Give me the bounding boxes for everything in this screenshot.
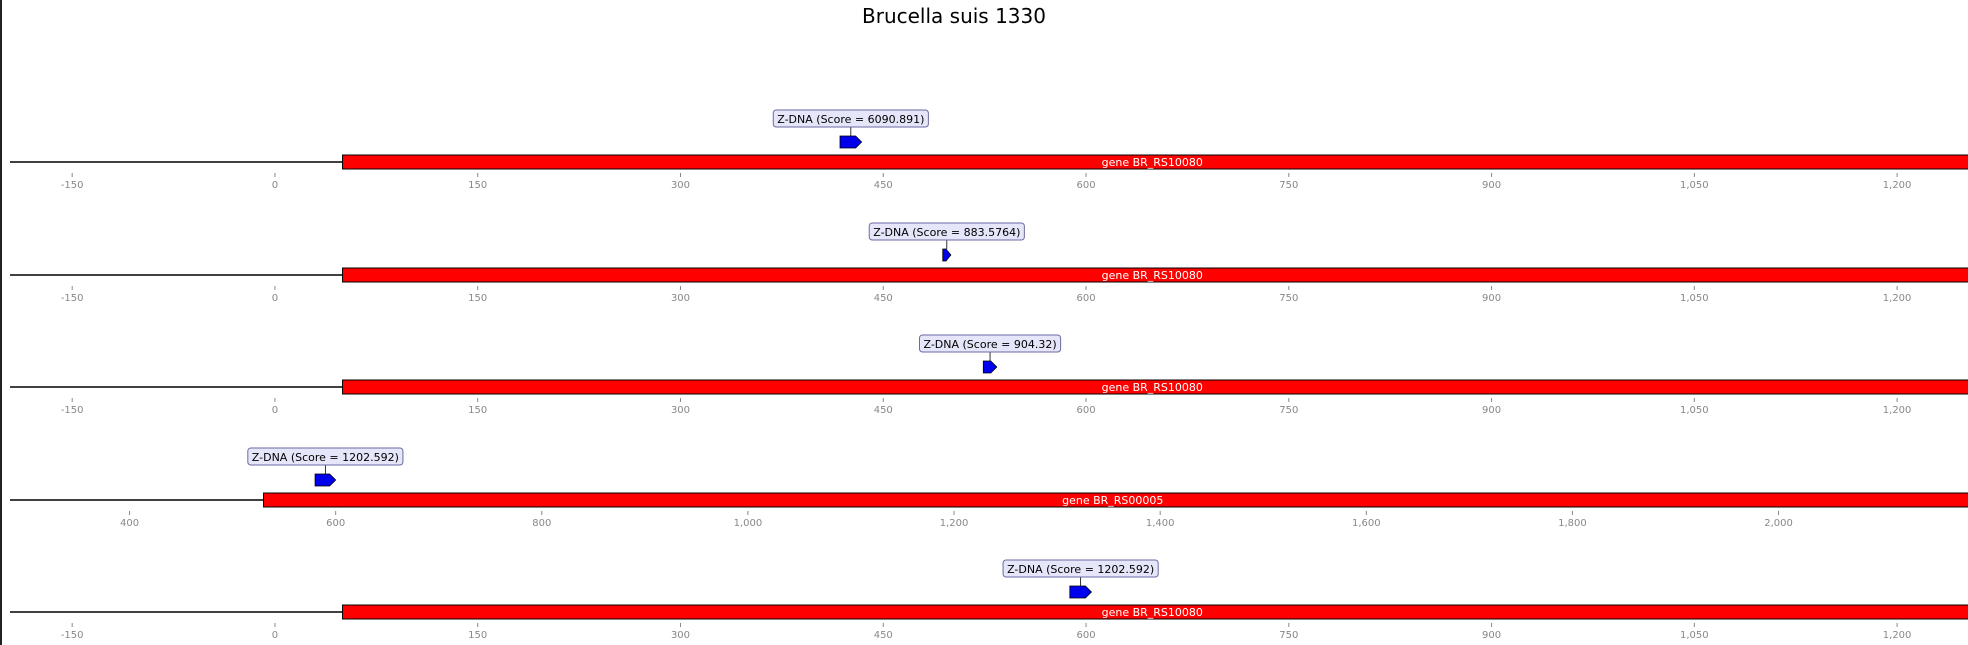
zdna-feature-arrow bbox=[315, 474, 336, 486]
axis-tick-label: 1,600 bbox=[1351, 518, 1381, 529]
axis-tick-label: 600 bbox=[1076, 405, 1096, 416]
axis-tick-label: 750 bbox=[1279, 630, 1299, 641]
axis-tick-label: -150 bbox=[60, 293, 84, 304]
axis-tick-label: 150 bbox=[468, 405, 488, 416]
track-1 bbox=[10, 110, 1968, 191]
axis-tick-label: 300 bbox=[670, 630, 691, 641]
axis-tick-label: -150 bbox=[60, 180, 84, 191]
track-2 bbox=[10, 223, 1968, 304]
axis-tick-label: 150 bbox=[468, 180, 488, 191]
track-3 bbox=[10, 335, 1968, 416]
gene-label: gene BR_RS00005 bbox=[1062, 494, 1164, 507]
gene-label: gene BR_RS10080 bbox=[1101, 606, 1203, 619]
track-5 bbox=[10, 560, 1968, 641]
zdna-feature-arrow bbox=[1070, 586, 1092, 598]
axis-tick-label: 900 bbox=[1482, 180, 1502, 191]
axis-tick-label: 450 bbox=[873, 630, 893, 641]
axis-tick-label: 600 bbox=[1076, 293, 1096, 304]
gene-label: gene BR_RS10080 bbox=[1101, 381, 1203, 394]
axis-tick-label: -150 bbox=[60, 405, 84, 416]
track-4 bbox=[10, 448, 1968, 529]
axis-tick-label: 1,050 bbox=[1680, 293, 1709, 304]
axis-tick-label: 750 bbox=[1279, 405, 1299, 416]
axis-tick-label: 1,000 bbox=[733, 518, 763, 529]
axis-tick-label: 900 bbox=[1482, 630, 1502, 641]
feature-label: Z-DNA (Score = 883.5764) bbox=[873, 226, 1021, 239]
axis-tick-label: 600 bbox=[326, 518, 346, 529]
axis-tick-label: 1,800 bbox=[1558, 518, 1587, 529]
axis-tick-label: 0 bbox=[271, 630, 279, 641]
axis-tick-label: 450 bbox=[873, 405, 893, 416]
axis-tick-label: 1,050 bbox=[1680, 630, 1709, 641]
axis-tick-label: 2,000 bbox=[1764, 518, 1793, 529]
axis-tick-label: 400 bbox=[120, 518, 140, 529]
axis-tick-label: 750 bbox=[1279, 293, 1299, 304]
axis-tick-label: 1,200 bbox=[1882, 630, 1912, 641]
feature-label: Z-DNA (Score = 6090.891) bbox=[777, 113, 925, 126]
zdna-feature-arrow bbox=[840, 136, 862, 148]
axis-tick-label: 0 bbox=[271, 405, 279, 416]
axis-tick-label: 450 bbox=[873, 180, 893, 191]
feature-label: Z-DNA (Score = 904.32) bbox=[923, 338, 1057, 351]
gene-label: gene BR_RS10080 bbox=[1101, 269, 1203, 282]
feature-label: Z-DNA (Score = 1202.592) bbox=[1007, 563, 1155, 576]
axis-tick-label: 1,200 bbox=[1882, 405, 1912, 416]
zdna-feature-arrow bbox=[943, 249, 951, 261]
axis-tick-label: 0 bbox=[271, 293, 279, 304]
axis-tick-label: 1,050 bbox=[1680, 405, 1709, 416]
axis-tick-label: 300 bbox=[670, 293, 691, 304]
axis-tick-label: 450 bbox=[873, 293, 893, 304]
zdna-feature-arrow bbox=[983, 361, 997, 373]
feature-label: Z-DNA (Score = 1202.592) bbox=[251, 451, 399, 464]
axis-tick-label: -150 bbox=[60, 630, 84, 641]
axis-tick-label: 300 bbox=[670, 180, 691, 191]
axis-tick-label: 900 bbox=[1482, 405, 1502, 416]
axis-tick-label: 1,050 bbox=[1680, 180, 1709, 191]
axis-tick-label: 600 bbox=[1076, 630, 1096, 641]
axis-tick-label: 1,400 bbox=[1145, 518, 1175, 529]
axis-tick-label: 0 bbox=[271, 180, 279, 191]
axis-tick-label: 1,200 bbox=[1882, 180, 1912, 191]
axis-tick-label: 150 bbox=[468, 293, 488, 304]
axis-tick-label: 800 bbox=[532, 518, 552, 529]
axis-tick-label: 600 bbox=[1076, 180, 1096, 191]
axis-tick-label: 1,200 bbox=[1882, 293, 1912, 304]
axis-tick-label: 750 bbox=[1279, 180, 1299, 191]
axis-tick-label: 900 bbox=[1482, 293, 1502, 304]
gene-label: gene BR_RS10080 bbox=[1101, 156, 1203, 169]
axis-tick-label: 150 bbox=[468, 630, 488, 641]
axis-tick-label: 1,200 bbox=[939, 518, 969, 529]
axis-tick-label: 300 bbox=[670, 405, 691, 416]
figure-title: Brucella suis 1330 bbox=[862, 4, 1046, 28]
